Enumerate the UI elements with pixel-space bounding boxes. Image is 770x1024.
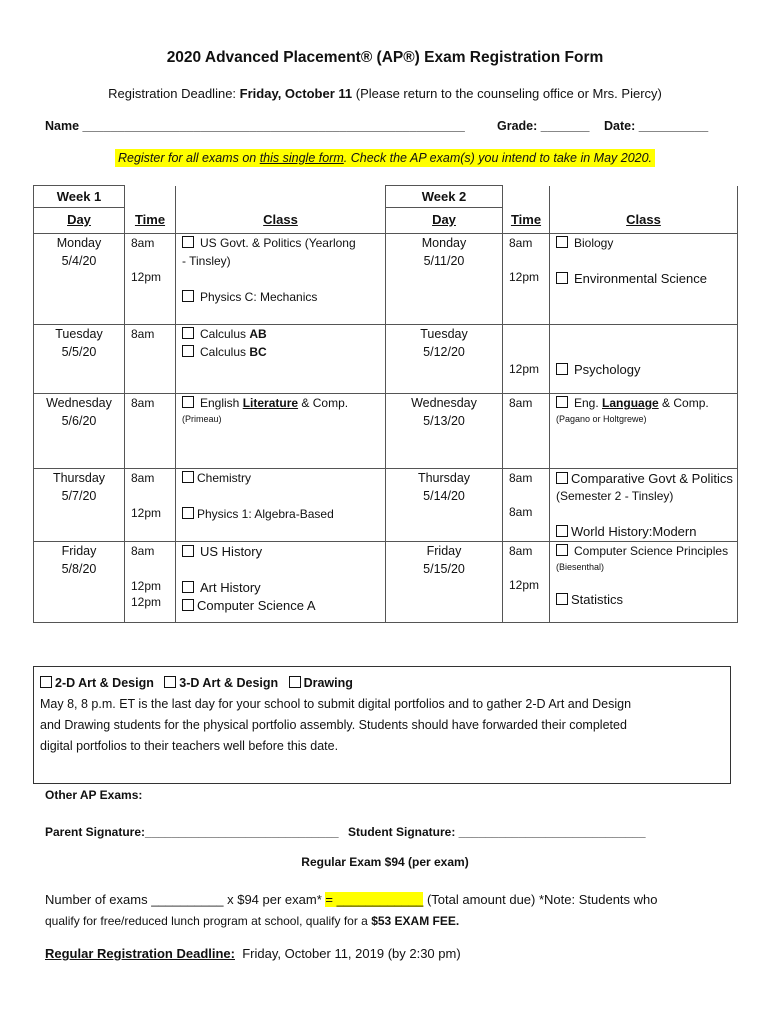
day-cell xyxy=(34,394,125,469)
checkbox[interactable] xyxy=(556,544,568,556)
exam-label-bold: Language xyxy=(602,396,659,410)
checkbox[interactable] xyxy=(556,272,568,284)
day-name: Thursday xyxy=(52,471,106,485)
time-label: 8am xyxy=(509,505,533,519)
deadline-prefix: Registration Deadline: xyxy=(108,86,240,101)
exam-note: (Primeau) xyxy=(182,414,222,424)
day-cell xyxy=(386,325,503,394)
time-label: 8am xyxy=(509,396,533,410)
checkbox[interactable] xyxy=(556,396,568,408)
exam-option-chemistry[interactable] xyxy=(182,471,251,485)
student-signature-label: Student Signature: ____________________________ xyxy=(348,825,646,839)
art-portfolio-box xyxy=(33,666,731,784)
final-deadline xyxy=(45,946,461,961)
exam-label: Psychology xyxy=(574,362,641,377)
day-cell xyxy=(34,469,125,542)
time-label: 8am xyxy=(131,471,155,485)
final-deadline-value: Friday, October 11, 2019 (by 2:30 pm) xyxy=(234,946,461,961)
fee-calculation[interactable] xyxy=(45,892,658,907)
day-date: 5/13/20 xyxy=(423,414,465,428)
checkbox[interactable] xyxy=(182,236,194,248)
day-name: Friday xyxy=(426,544,462,558)
time-label: 8am xyxy=(131,327,155,341)
checkbox[interactable] xyxy=(182,581,194,593)
checkbox[interactable] xyxy=(182,327,194,339)
exam-note: (Biesenthal) xyxy=(556,562,605,572)
fee-calc-a: Number of exams __________ x $94 per exam* xyxy=(45,892,326,907)
exam-note: (Semester 2 - Tinsley) xyxy=(556,489,674,503)
grade-field[interactable]: Grade: _______ xyxy=(497,119,590,133)
day-name: Wednesday xyxy=(46,396,112,410)
time-label: 12pm xyxy=(131,579,162,593)
exam-label: US History xyxy=(200,544,263,559)
exam-label: Physics C: Mechanics xyxy=(200,290,318,304)
day-name: Friday xyxy=(61,544,97,558)
day-date: 5/4/20 xyxy=(61,254,97,268)
day-date: 5/8/20 xyxy=(61,562,97,576)
checkbox[interactable] xyxy=(182,345,194,357)
art-option-2d[interactable] xyxy=(40,676,154,690)
note-a: qualify for free/reduced lunch program at school, qualify for a xyxy=(45,914,372,928)
exam-label: Physics 1: Algebra-Based xyxy=(197,507,334,521)
exam-label-bold: Literature xyxy=(242,396,299,410)
art-option-3d[interactable] xyxy=(164,676,278,690)
day-name: Tuesday xyxy=(55,327,103,341)
page-title: 2020 Advanced Placement® (AP®) Exam Registration Form xyxy=(166,49,604,66)
exam-option-eng-lang[interactable] xyxy=(556,396,709,410)
fee-total-field[interactable]: = ____________ xyxy=(325,892,424,907)
parent-signature-label: Parent Signature:_____________________________ xyxy=(45,825,339,839)
instruction-b: this single form xyxy=(259,151,344,165)
exam-option-biology[interactable] xyxy=(556,236,613,250)
date-field[interactable]: Date: __________ xyxy=(604,119,709,133)
exam-option-world-history[interactable] xyxy=(556,524,696,539)
day-header: Day xyxy=(432,212,456,227)
exam-label: Comparative Govt & Politics xyxy=(571,471,733,486)
time-label: 8am xyxy=(131,236,155,250)
week1-label: Week 1 xyxy=(34,186,124,208)
exam-label: Environmental Science xyxy=(574,271,707,286)
exam-option-calc-bc[interactable] xyxy=(182,345,267,359)
student-signature-field[interactable] xyxy=(348,825,646,839)
day-cell xyxy=(34,234,125,325)
time-label: 12pm xyxy=(509,270,540,284)
day-name: Monday xyxy=(421,236,467,250)
day-cell xyxy=(34,542,125,623)
exam-label: Art History xyxy=(200,580,261,595)
class-header: Class xyxy=(263,211,298,227)
note-b: $53 EXAM FEE. xyxy=(371,914,460,928)
art-option-label: 2-D Art & Design xyxy=(55,676,154,690)
class-header: Class xyxy=(626,211,661,227)
checkbox[interactable] xyxy=(182,290,194,302)
time-label: 12pm xyxy=(509,578,540,592)
exam-label-cont: - Tinsley) xyxy=(182,254,231,268)
checkbox[interactable] xyxy=(556,593,568,605)
day-cell xyxy=(34,325,125,394)
deadline-date: Friday, October 11 xyxy=(239,86,353,101)
art-option-label: Drawing xyxy=(303,676,353,690)
exam-option-physics-c[interactable] xyxy=(182,290,317,304)
week2-label: Week 2 xyxy=(386,186,502,208)
time-label: 12pm xyxy=(131,506,162,520)
exam-option-statistics[interactable] xyxy=(556,592,623,607)
time-label: 12pm xyxy=(509,362,540,376)
checkbox[interactable] xyxy=(556,363,568,375)
exam-option-us-history[interactable] xyxy=(182,544,262,559)
instruction-c: . Check the AP exam(s) you intend to take in May 2020. xyxy=(343,151,653,165)
day-name: Monday xyxy=(56,236,102,250)
time-label: 8am xyxy=(509,544,533,558)
exam-label: Eng. xyxy=(574,396,603,410)
art-option-label: 3-D Art & Design xyxy=(179,676,279,690)
parent-signature-field[interactable] xyxy=(45,825,339,839)
day-header: Day xyxy=(67,212,91,227)
art-options xyxy=(40,673,730,694)
exam-label: & Comp. xyxy=(658,396,709,410)
regular-exam-fee: Regular Exam $94 (per exam) xyxy=(301,855,469,869)
art-note-line-3: digital portfolios to their teachers well before this date. xyxy=(40,739,339,753)
exam-label: US Govt. & Politics (Yearlong xyxy=(200,236,356,250)
checkbox[interactable] xyxy=(164,676,176,688)
day-name: Wednesday xyxy=(411,396,477,410)
time-label: 8am xyxy=(131,544,155,558)
day-date: 5/7/20 xyxy=(61,489,97,503)
deadline-suffix: (Please return to the counseling office or Mrs. Piercy) xyxy=(352,86,662,101)
fee-calc-c: (Total amount due) *Note: Students who xyxy=(423,892,658,907)
checkbox[interactable] xyxy=(182,396,194,408)
art-option-drawing[interactable] xyxy=(289,676,353,690)
checkbox[interactable] xyxy=(289,676,301,688)
exam-label: Computer Science Principles xyxy=(574,544,729,558)
checkbox[interactable] xyxy=(182,471,194,483)
checkbox[interactable] xyxy=(182,507,194,519)
instruction xyxy=(0,151,770,165)
checkbox[interactable] xyxy=(182,599,194,611)
exam-option-psychology[interactable] xyxy=(556,362,640,377)
exam-label-bold: BC xyxy=(249,345,267,359)
exam-label: Statistics xyxy=(571,592,624,607)
exam-schedule-table xyxy=(33,185,738,623)
art-note-line-1: May 8, 8 p.m. ET is the last day for your school to submit digital portfolios and to gather 2-D Art and Design xyxy=(40,697,632,711)
exam-option-comp-govt[interactable] xyxy=(556,471,733,486)
checkbox[interactable] xyxy=(556,236,568,248)
registration-deadline xyxy=(0,86,770,101)
time-label: 12pm xyxy=(131,595,162,609)
exam-note: (Pagano or Holtgrewe) xyxy=(556,414,647,424)
other-ap-exams[interactable]: Other AP Exams: xyxy=(45,788,143,802)
exam-label: Calculus xyxy=(200,327,250,341)
time-header: Time xyxy=(134,211,166,227)
exam-option-us-govt[interactable] xyxy=(182,236,356,250)
exam-label: World History:Modern xyxy=(571,524,697,539)
day-date: 5/11/20 xyxy=(423,254,465,268)
checkbox[interactable] xyxy=(556,525,568,537)
exam-label: Biology xyxy=(574,236,614,250)
day-date: 5/12/20 xyxy=(423,345,465,359)
name-field[interactable]: Name _______________________________________________________ xyxy=(45,119,465,133)
day-cell xyxy=(386,234,503,325)
time-label: 8am xyxy=(131,396,155,410)
exam-label: Computer Science A xyxy=(197,598,316,613)
reduced-fee-note xyxy=(45,914,459,928)
exam-label: Calculus xyxy=(200,345,250,359)
time-label: 12pm xyxy=(131,270,162,284)
exam-option-calc-ab[interactable] xyxy=(182,327,267,341)
day-date: 5/15/20 xyxy=(423,562,465,576)
exam-label: English xyxy=(200,396,243,410)
day-date: 5/5/20 xyxy=(61,345,97,359)
exam-label-bold: AB xyxy=(249,327,267,341)
day-cell xyxy=(386,469,503,542)
final-deadline-label: Regular Registration Deadline: xyxy=(45,946,235,961)
instruction-a: Register for all exams on xyxy=(117,151,260,165)
checkbox[interactable] xyxy=(182,545,194,557)
exam-option-cs-a[interactable] xyxy=(182,598,316,613)
day-date: 5/14/20 xyxy=(423,489,465,503)
day-cell xyxy=(386,542,503,623)
time-label: 8am xyxy=(509,471,533,485)
art-note-line-2: and Drawing students for the physical portfolio assembly. Students should have forwarded their completed xyxy=(40,718,627,732)
exam-option-env-sci[interactable] xyxy=(556,271,707,286)
exam-label: & Comp. xyxy=(298,396,349,410)
time-label: 8am xyxy=(509,236,533,250)
exam-option-physics-1[interactable] xyxy=(182,507,334,521)
checkbox[interactable] xyxy=(556,472,568,484)
exam-label: Chemistry xyxy=(197,471,252,485)
day-name: Tuesday xyxy=(420,327,468,341)
day-name: Thursday xyxy=(417,471,471,485)
day-date: 5/6/20 xyxy=(61,414,97,428)
exam-option-art-history[interactable] xyxy=(182,580,261,595)
time-header: Time xyxy=(510,211,542,227)
exam-option-eng-lit[interactable] xyxy=(182,396,348,410)
exam-option-csp[interactable] xyxy=(556,544,728,558)
day-cell xyxy=(386,394,503,469)
checkbox[interactable] xyxy=(40,676,52,688)
